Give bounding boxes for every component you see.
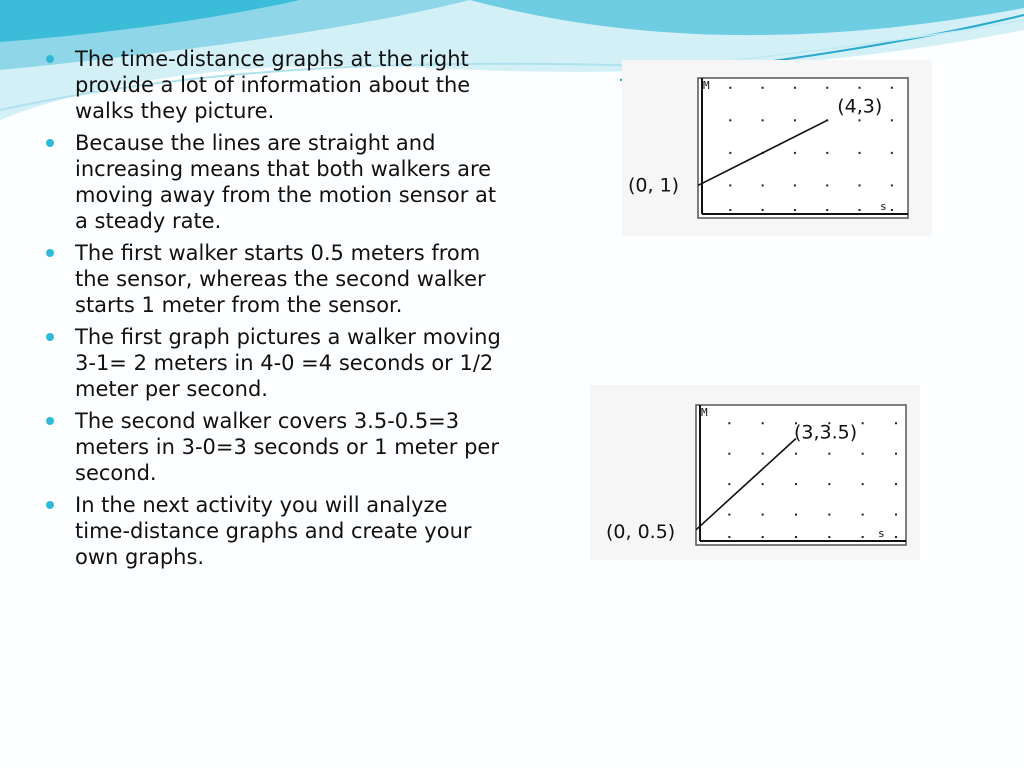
bullet-text: The first graph pictures a walker moving 3-1= 2 meters in 4-0 =4 seconds or 1/2 meter per second. <box>75 325 501 401</box>
bullet-text: The first walker starts 0.5 meters from the sensor, whereas the second walker starts 1 meter from the sensor. <box>75 241 486 317</box>
grid-dot <box>762 119 764 121</box>
bullet-dot-icon <box>46 139 54 147</box>
grid-dot <box>794 87 796 89</box>
grid-dot <box>828 453 830 455</box>
x-tick-dot <box>895 536 897 538</box>
grid-dot <box>762 184 764 186</box>
grid-dot <box>795 483 797 485</box>
grid-dot <box>729 152 731 154</box>
bullet-text: In the next activity you will analyze time-distance graphs and create your own graphs. <box>75 493 472 569</box>
bullet-dot-icon <box>46 249 54 257</box>
grid-dot <box>794 152 796 154</box>
bullet-text: Because the lines are straight and increasing means that both walkers are moving away from the motion sensor at a steady rate. <box>75 131 497 233</box>
grid-dot <box>729 184 731 186</box>
grid-dot <box>762 483 764 485</box>
grid-dot <box>895 514 897 516</box>
x-tick-dot <box>794 209 796 211</box>
grid-dot <box>862 453 864 455</box>
graph-2-canvas <box>590 385 920 560</box>
bullet-text: The time-distance graphs at the right provide a lot of information about the walks they picture. <box>75 47 471 123</box>
bullet-item <box>44 130 504 234</box>
end-point-label: (3,3.5) <box>794 421 858 444</box>
grid-dot <box>891 87 893 89</box>
bullet-item <box>44 240 504 318</box>
bullet-text: The second walker covers 3.5-0.5=3 meters in 3-0=3 seconds or 1 meter per second. <box>75 409 499 485</box>
x-tick-dot <box>828 536 830 538</box>
bullet-item <box>44 492 504 570</box>
x-tick-dot <box>862 536 864 538</box>
bullet-dot-icon <box>46 333 54 341</box>
bullet-item <box>44 46 504 124</box>
x-tick-dot <box>728 536 730 538</box>
grid-dot <box>891 184 893 186</box>
start-point-label: (0, 0.5) <box>606 520 676 543</box>
grid-dot <box>826 184 828 186</box>
x-tick-dot <box>859 209 861 211</box>
grid-dot <box>728 453 730 455</box>
y-axis-label: M <box>701 406 708 419</box>
bullet-dot-icon <box>46 417 54 425</box>
y-axis-label: M <box>703 79 710 92</box>
x-tick-dot <box>729 209 731 211</box>
grid-dot <box>895 453 897 455</box>
grid-dot <box>862 514 864 516</box>
x-axis-label: s <box>878 527 885 540</box>
bullet-item <box>44 324 504 402</box>
grid-dot <box>826 152 828 154</box>
start-point-label: (0, 1) <box>628 174 680 197</box>
x-tick-dot <box>762 209 764 211</box>
grid-dot <box>859 184 861 186</box>
grid-dot <box>895 483 897 485</box>
bullet-dot-icon <box>46 501 54 509</box>
grid-dot <box>762 514 764 516</box>
bullet-dot-icon <box>46 55 54 63</box>
distance-time-graph-2 <box>590 385 920 560</box>
grid-dot <box>828 483 830 485</box>
grid-dot <box>762 453 764 455</box>
grid-dot <box>795 453 797 455</box>
grid-dot <box>729 119 731 121</box>
grid-dot <box>728 514 730 516</box>
end-point-label: (4,3) <box>837 95 883 118</box>
grid-dot <box>795 514 797 516</box>
x-tick-dot <box>826 209 828 211</box>
grid-dot <box>762 87 764 89</box>
grid-dot <box>862 483 864 485</box>
graph-1-canvas <box>622 60 932 236</box>
x-tick-dot <box>795 536 797 538</box>
bullet-list <box>44 46 504 576</box>
grid-dot <box>728 483 730 485</box>
distance-time-graph-1 <box>622 60 932 236</box>
grid-dot <box>891 119 893 121</box>
grid-dot <box>859 152 861 154</box>
grid-dot <box>891 152 893 154</box>
grid-dot <box>862 422 864 424</box>
x-axis-label: s <box>880 200 887 213</box>
grid-dot <box>729 87 731 89</box>
grid-dot <box>728 422 730 424</box>
grid-dot <box>826 87 828 89</box>
grid-dot <box>859 119 861 121</box>
grid-dot <box>762 422 764 424</box>
grid-dot <box>828 514 830 516</box>
grid-dot <box>895 422 897 424</box>
grid-dot <box>794 184 796 186</box>
bullet-item <box>44 408 504 486</box>
x-tick-dot <box>762 536 764 538</box>
x-tick-dot <box>891 209 893 211</box>
grid-dot <box>859 87 861 89</box>
grid-dot <box>794 119 796 121</box>
